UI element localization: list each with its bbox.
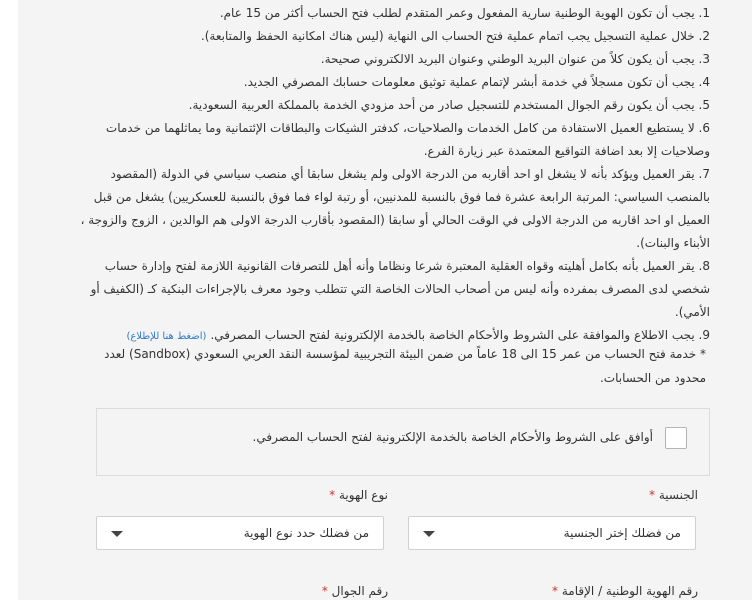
nationality-select-value: من فضلك إختر الجنسية	[563, 526, 681, 540]
id-number-label	[550, 584, 698, 598]
id-type-label	[327, 488, 388, 502]
chevron-down-icon	[111, 531, 123, 537]
term-text: 7. يقر العميل ويؤكد بأنه لا يشغل او احد أقاربه من الدرجة الاولى ولم يشغل سابقا أي منصب سياسي في الدولة (المقصود بالمنصب السياسي: المرتبة الرابعة عشرة فما فوق بالنسبة للمدنيين، أو رتبة لواء فما فوق بالنسبة للعسكريين) يشغل من قبل العميل او احد اقاربه من الدرجة الاولى في الوقت الحالي أو سابقا (المقصود بأقارب الدرجة الاولى هم الوالدين ، الزوج والزوجة ، الأبناء والبنات).	[80, 167, 710, 250]
mobile-label-text: رقم الجوال	[331, 584, 388, 598]
id-number-label-text: رقم الهوية الوطنية / الإقامة	[561, 584, 698, 598]
id-type-label-text: نوع الهوية	[338, 488, 388, 502]
term-text: 2. خلال عملية التسجيل يجب اتمام عملية فتح الحساب الى النهاية (ليس هناك امكانية الحفظ والمتابعة).	[200, 29, 710, 43]
term-text: 4. يجب أن تكون مسجلاً في خدمة أبشر لإتمام عملية توثيق معلومات حسابك المصرفي الجديد.	[243, 75, 710, 89]
nationality-select[interactable]	[408, 516, 696, 550]
required-mark: *	[329, 488, 336, 502]
nationality-label	[647, 488, 698, 502]
term-text: 5. يجب أن يكون رقم الجوال المستخدم للتسجيل صادر من أحد مزودي الخدمة بالمملكة العربية السعودية.	[188, 98, 710, 112]
read-terms-link[interactable]: (اضغط هنا للإطلاع)	[126, 331, 207, 342]
term-text: 9. يجب الاطلاع والموافقة على الشروط والأحكام الخاصة بالخدمة الإلكترونية لفتح الحساب المصرفي.	[210, 328, 710, 342]
term-text: 1. يجب أن تكون الهوية الوطنية سارية المفعول وعمر المتقدم لطلب فتح الحساب أكثر من 15 عام.	[219, 6, 710, 20]
term-item	[70, 71, 710, 94]
required-mark: *	[321, 584, 328, 598]
term-text: 6. لا يستطيع العميل الاستفادة من كامل الخدمات والصلاحيات، كدفتر الشيكات والبطاقات الإئتمانية وما يماثلهما من خدمات وصلاحيات إلا بعد اضافة التواقيع المعتمدة عبر زيارة الفرع.	[105, 121, 710, 158]
required-mark: *	[552, 584, 558, 598]
terms-list	[70, 2, 710, 348]
term-item	[70, 94, 710, 117]
required-mark: *	[649, 488, 656, 502]
sandbox-note: * خدمة فتح الحساب من عمر 15 الى 18 عاماً من ضمن البيئة التجريبية لمؤسسة النقد العربي السعودي (Sandbox) لعدد محدود من الحسابات.	[104, 347, 706, 385]
term-item	[70, 25, 710, 48]
id-type-select[interactable]	[96, 516, 384, 550]
chevron-down-icon	[423, 531, 435, 537]
term-item	[70, 255, 710, 324]
agree-label: أوافق على الشروط والأحكام الخاصة بالخدمة الإلكترونية لفتح الحساب المصرفي.	[252, 430, 653, 444]
mobile-label	[320, 584, 388, 598]
agree-checkbox[interactable]	[665, 427, 687, 449]
term-item	[70, 117, 710, 163]
term-item	[70, 48, 710, 71]
term-item	[70, 2, 710, 25]
agreement-box	[96, 408, 710, 476]
id-type-select-value: من فضلك حدد نوع الهوية	[243, 526, 369, 540]
term-text: 8. يقر العميل بأنه بكامل أهليته وقواه العقلية المعتبرة شرعا ونظاما وأنه أهل للتصرفات القانونية اللازمة لفتح وإدارة حساب شخصي لدى المصرف بمفرده وأنه ليس من أصحاب الحالات الخاصة التي تتطلب وجود معرف بالإجراءات البنكية كـ (الكفيف أو الأمي).	[90, 259, 710, 319]
term-text: 3. يجب أن يكون كلاً من عنوان البريد الوطني وعنوان البريد الالكتروني صحيحة.	[320, 52, 710, 66]
nationality-label-text: الجنسية	[658, 488, 698, 502]
term-item	[70, 163, 710, 255]
